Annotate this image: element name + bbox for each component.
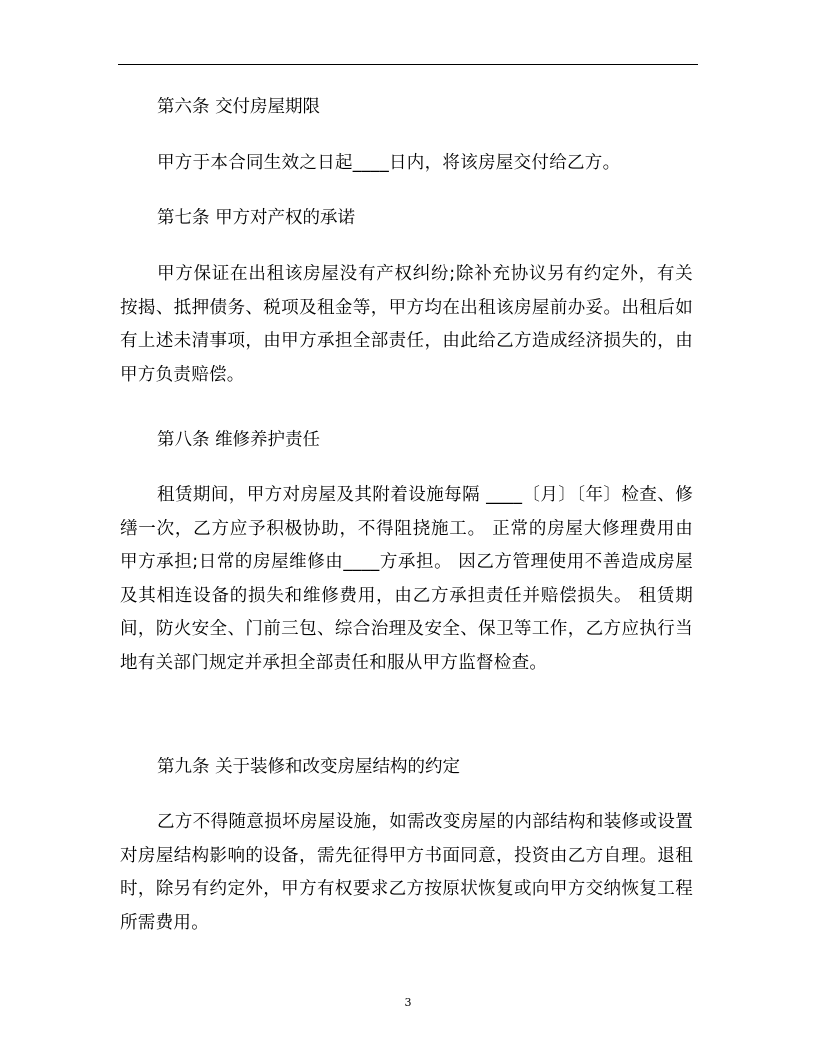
article-7-body: 甲方保证在出租该房屋没有产权纠纷;除补充协议另有约定外，有关按揭、抵押债务、税项及租金等，甲方均在出租该房屋前办妥。出租后如有上述未清事项，由甲方承担全部责任，由此给乙方造成经济损失的，由甲方负责赔偿。 [120, 264, 693, 385]
article-6-heading: 第六条 交付房屋期限 [157, 97, 321, 117]
article-8-body: 租赁期间，甲方对房屋及其附着设施每隔 ____〔月〕〔年〕检查、修缮一次，乙方应予积极协助，不得阻挠施工。 正常的房屋大修理费用由甲方承担;日常的房屋维修由____方承担。 因乙方管理使用不善造成房屋及其相连设备的损失和维修费用，由乙方承担责任并赔偿损失。 租赁期间，防火安全、门前三包、综合治理及安全、保卫等工作，乙方应执行当地有关部门规定并承担全部责任和服从甲方监督检查。 [120, 485, 693, 673]
article-9-body: 乙方不得随意损坏房屋设施，如需改变房屋的内部结构和装修或设置对房屋结构影响的设备，需先征得甲方书面同意，投资由乙方自理。退租时，除另有约定外，甲方有权要求乙方按原状恢复或向甲方交纳恢复工程所需费用。 [120, 812, 693, 933]
article-8-heading: 第八条 维修养护责任 [157, 430, 321, 450]
header-rule [118, 64, 698, 65]
article-7-heading: 第七条 甲方对产权的承诺 [157, 208, 356, 228]
article-9-heading: 第九条 关于装修和改变房屋结构的约定 [157, 757, 461, 777]
article-6-body: 甲方于本合同生效之日起____日内，将该房屋交付给乙方。 [157, 153, 621, 173]
page-number: 3 [404, 996, 412, 1009]
